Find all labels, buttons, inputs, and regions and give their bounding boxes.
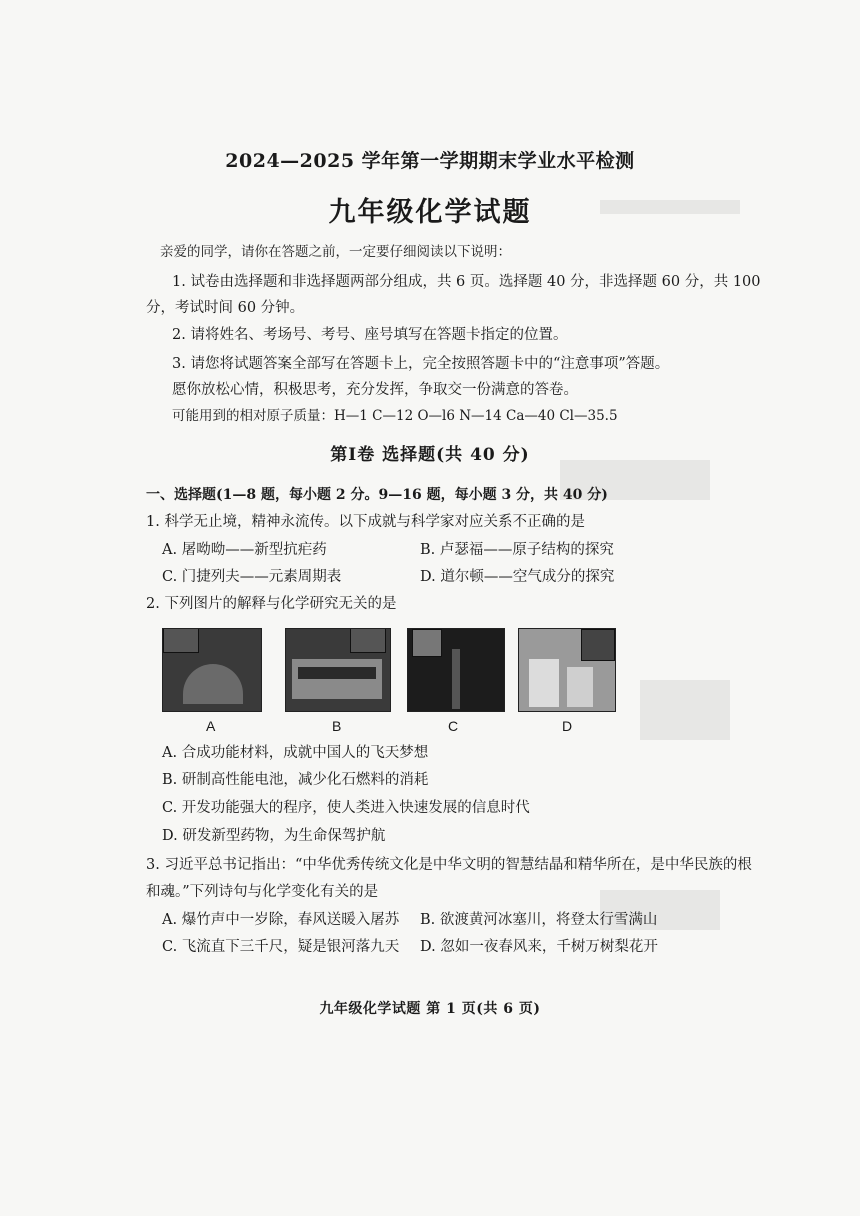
question-2-image-c <box>407 628 505 712</box>
question-2-stem: 2. 下列图片的解释与化学研究无关的是 <box>146 596 397 612</box>
exam-title: 2024—2025 学年第一学期期末学业水平检测 <box>225 150 635 172</box>
page-footer: 九年级化学试题 第 1 页(共 6 页) <box>319 1001 541 1017</box>
image-label-d: D <box>562 718 573 734</box>
question-2-option-a: A. 合成功能材料，成就中国人的飞天梦想 <box>162 745 429 761</box>
atomic-masses: 可能用到的相对原子质量：H—1 C—12 O—l6 N—14 Ca—40 Cl—35.5 <box>172 408 618 424</box>
section-title: 第Ⅰ卷 选择题(共 40 分) <box>330 445 530 465</box>
question-1-option-b: B. 卢瑟福——原子结构的探究 <box>420 542 614 558</box>
image-a-inset <box>163 628 199 653</box>
question-2-option-b: B. 研制高性能电池，减少化石燃料的消耗 <box>162 772 429 788</box>
question-1-option-a: A. 屠呦呦——新型抗疟药 <box>162 542 327 558</box>
bleed-through-mark <box>640 680 730 740</box>
question-3-option-d: D. 忽如一夜春风来，千树万树梨花开 <box>420 939 658 955</box>
question-1-option-d: D. 道尔顿——空气成分的探究 <box>420 569 615 585</box>
image-c-inset <box>412 629 442 657</box>
question-1-option-c: C. 门捷列夫——元素周期表 <box>162 569 342 585</box>
question-3-option-c: C. 飞流直下三千尺，疑是银河落九天 <box>162 939 400 955</box>
image-label-c: C <box>448 718 459 734</box>
question-3-stem-line2: 和魂。”下列诗句与化学变化有关的是 <box>146 884 379 900</box>
question-2-image-b <box>285 628 391 712</box>
instruction-item-3: 3. 请您将试题答案全部写在答题卡上，完全按照答题卡中的“注意事项”答题。 <box>172 356 670 372</box>
question-3-stem-line1: 3. 习近平总书记指出：“中华优秀传统文化是中华文明的智慧结晶和精华所在，是中华民族的根 <box>146 857 752 873</box>
instructions-greeting: 亲爱的同学，请你在答题之前，一定要仔细阅读以下说明： <box>160 244 511 260</box>
image-b-inset <box>350 628 386 653</box>
image-d-inset <box>581 629 615 661</box>
question-3-option-a: A. 爆竹声中一岁除，春风送暖入屠苏 <box>162 912 400 928</box>
question-2-option-c: C. 开发功能强大的程序，使人类进入快速发展的信息时代 <box>162 800 530 816</box>
instruction-item-2: 2. 请将姓名、考场号、考号、座号填写在答题卡指定的位置。 <box>172 327 568 343</box>
instruction-wish: 愿你放松心情，积极思考，充分发挥，争取交一份满意的答卷。 <box>172 382 578 398</box>
instruction-item-1-line2: 分，考试时间 60 分钟。 <box>146 300 305 316</box>
question-2-image-a <box>162 628 262 712</box>
image-label-a: A <box>206 718 216 734</box>
question-1-stem: 1. 科学无止境，精神永流传。以下成就与科学家对应关系不正确的是 <box>146 514 585 530</box>
question-3-option-b: B. 欲渡黄河冰塞川，将登太行雪满山 <box>420 912 658 928</box>
image-label-b: B <box>332 718 342 734</box>
question-2-option-d: D. 研发新型药物，为生命保驾护航 <box>162 828 386 844</box>
question-2-image-d <box>518 628 616 712</box>
instruction-item-1-line1: 1. 试卷由选择题和非选择题两部分组成，共 6 页。选择题 40 分，非选择题 60 分，共 100 <box>172 274 761 290</box>
subject-title: 九年级化学试题 <box>328 197 532 228</box>
part-heading: 一、选择题(1—8 题，每小题 2 分。9—16 题，每小题 3 分，共 40 分) <box>146 487 608 503</box>
